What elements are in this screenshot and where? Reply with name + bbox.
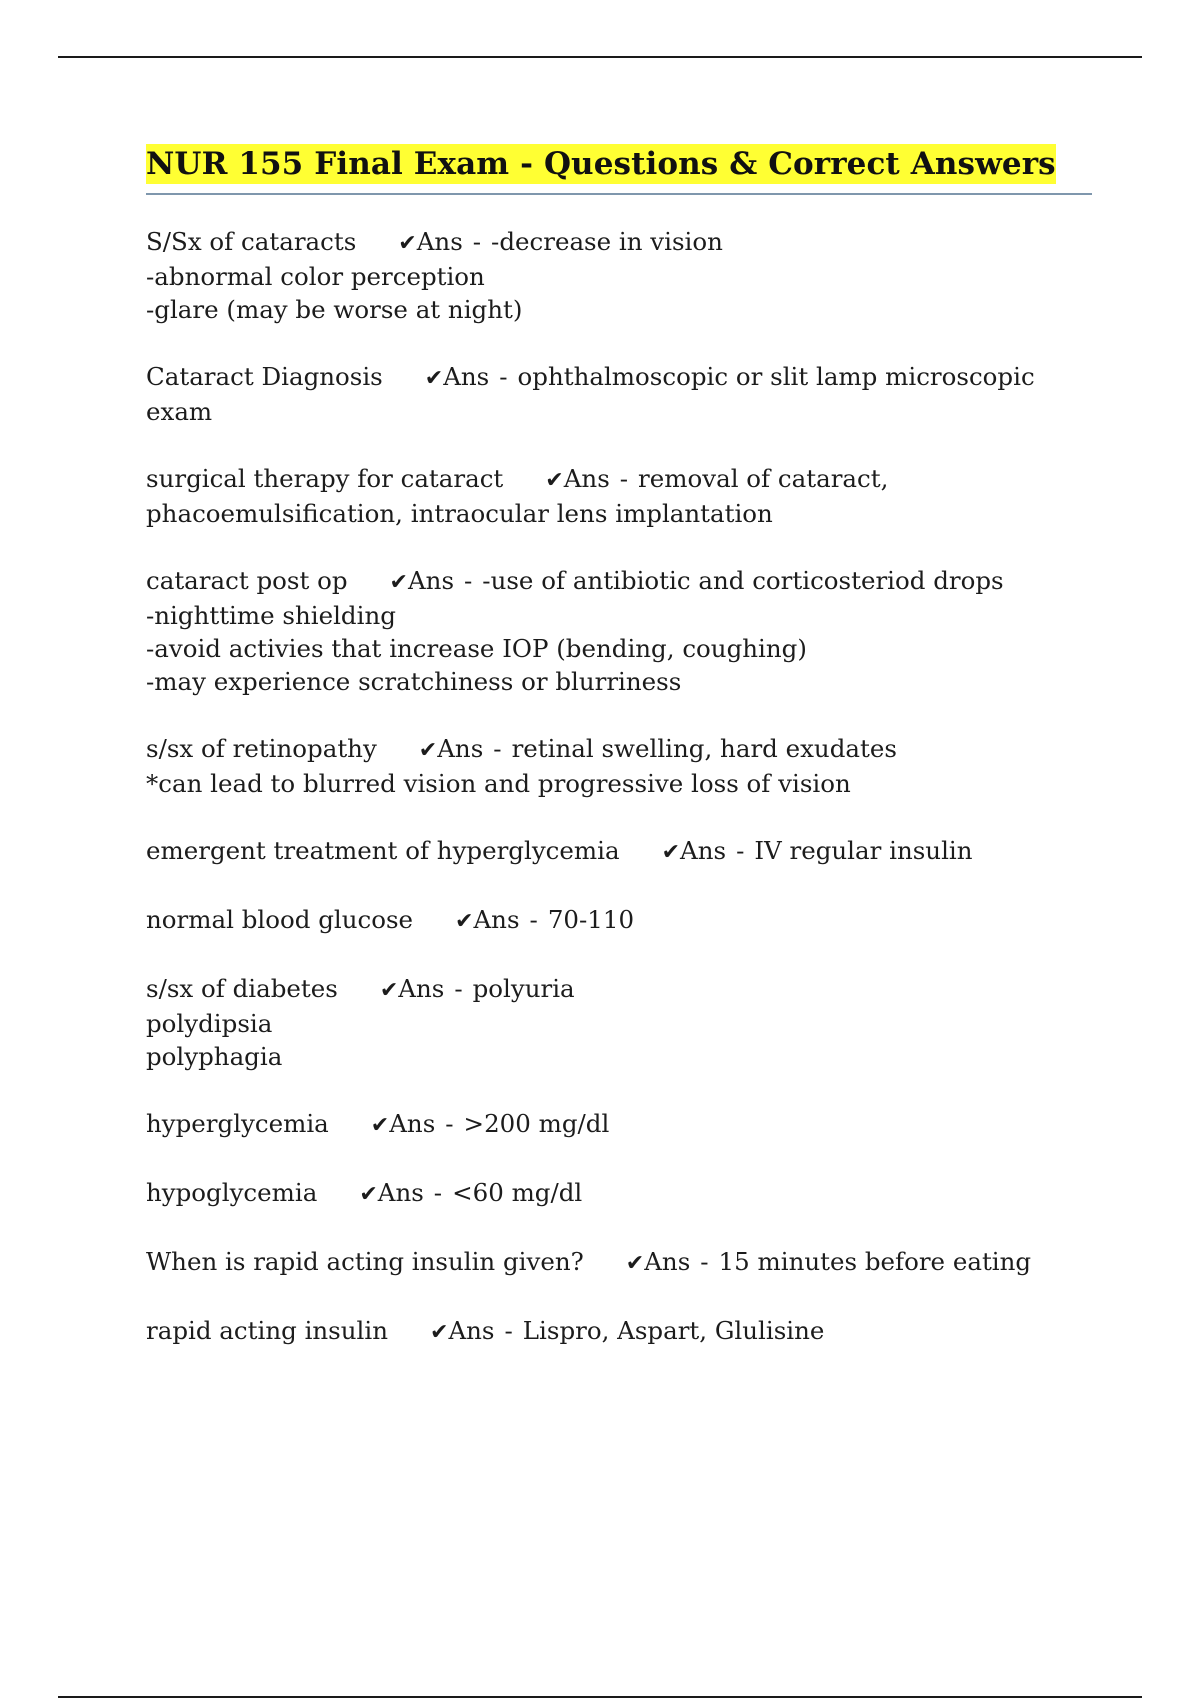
answer-text: retinal swelling, hard exudates: [511, 734, 897, 763]
answer-label: Ans: [448, 1316, 495, 1345]
question-text: hypoglycemia: [146, 1178, 318, 1207]
answer-separator: -: [619, 464, 629, 493]
answer-label: Ans: [563, 464, 610, 493]
answer-continuation: [146, 497, 1092, 530]
qa-first-line: [146, 1107, 1092, 1142]
answer-separator: -: [472, 227, 482, 256]
answer-label: Ans: [644, 1247, 691, 1276]
answer-text: IV regular insulin: [754, 836, 973, 865]
answer-text: -nighttime shielding: [146, 601, 396, 630]
checkmark-icon: ✔: [430, 1320, 449, 1345]
answer-text: polyphagia: [146, 1042, 283, 1071]
qa-item: [146, 360, 1092, 428]
answer-text: 70-110: [547, 905, 635, 934]
qa-item: [146, 732, 1092, 800]
answer-text: 15 minutes before eating: [718, 1247, 1032, 1276]
answer-continuation: [146, 599, 1092, 632]
answer-text: -glare (may be worse at night): [146, 295, 523, 324]
answer-text: polydipsia: [146, 1009, 273, 1038]
document-body: [146, 144, 1092, 1383]
answer-text: -use of antibiotic and corticosteriod drops: [482, 566, 1004, 595]
qa-item: [146, 1176, 1092, 1211]
qa-item: [146, 1314, 1092, 1349]
answer-separator: -: [504, 1316, 513, 1345]
answer-label: Ans: [443, 362, 490, 391]
qa-first-line: [146, 834, 1092, 869]
answer-text: polyuria: [472, 974, 575, 1003]
qa-item: [146, 1107, 1092, 1142]
answer-separator: -: [445, 1109, 454, 1138]
checkmark-icon: ✔: [359, 1182, 378, 1207]
answer-separator: -: [736, 836, 745, 865]
qa-first-line: [146, 903, 1092, 938]
question-text: Cataract Diagnosis: [146, 362, 383, 391]
checkmark-icon: ✔: [625, 1251, 645, 1276]
qa-list: [146, 225, 1092, 1349]
answer-label: Ans: [437, 734, 484, 763]
answer-separator: -: [433, 1178, 443, 1207]
answer-label: Ans: [473, 905, 520, 934]
answer-continuation: [146, 1007, 1092, 1040]
answer-continuation: [146, 260, 1092, 293]
answer-separator: -: [700, 1247, 709, 1276]
checkmark-icon: ✔: [661, 840, 681, 865]
checkmark-icon: ✔: [424, 366, 444, 391]
answer-label: Ans: [377, 1178, 424, 1207]
answer-text: phacoemulsification, intraocular lens implantation: [146, 499, 773, 528]
question-text: s/sx of retinopathy: [146, 734, 377, 763]
qa-first-line: [146, 972, 1092, 1007]
answer-text: -avoid activies that increase IOP (bending, coughing): [146, 634, 807, 663]
checkmark-icon: ✔: [455, 909, 474, 934]
qa-first-line: [146, 732, 1092, 767]
answer-label: Ans: [398, 974, 445, 1003]
answer-continuation: [146, 395, 1092, 428]
answer-continuation: [146, 767, 1092, 800]
qa-first-line: [146, 462, 1092, 497]
qa-first-line: [146, 564, 1092, 599]
answer-text: <60 mg/dl: [452, 1178, 583, 1207]
question-text: cataract post op: [146, 566, 348, 595]
question-text: S/Sx of cataracts: [146, 227, 357, 256]
footer-rule: [58, 1696, 1142, 1698]
qa-item: [146, 225, 1092, 326]
answer-text: *can lead to blurred vision and progressive loss of vision: [146, 769, 851, 798]
answer-separator: -: [499, 362, 508, 391]
qa-item: [146, 834, 1092, 869]
answer-text: -may experience scratchiness or blurriness: [146, 667, 682, 696]
answer-text: >200 mg/dl: [463, 1109, 610, 1138]
question-text: surgical therapy for cataract: [146, 464, 504, 493]
answer-text: -decrease in vision: [491, 227, 723, 256]
answer-label: Ans: [407, 566, 455, 595]
qa-item: [146, 1245, 1092, 1280]
answer-continuation: [146, 632, 1092, 665]
answer-separator: -: [454, 974, 463, 1003]
checkmark-icon: ✔: [398, 231, 417, 256]
qa-item: [146, 903, 1092, 938]
qa-first-line: [146, 1314, 1092, 1349]
answer-separator: -: [529, 905, 538, 934]
answer-continuation: [146, 665, 1092, 698]
checkmark-icon: ✔: [389, 570, 408, 595]
qa-item: [146, 564, 1092, 698]
answer-text: Lispro, Aspart, Glulisine: [522, 1316, 825, 1345]
answer-text: exam: [146, 397, 213, 426]
answer-label: Ans: [416, 227, 463, 256]
answer-continuation: [146, 1040, 1092, 1073]
answer-separator: -: [493, 734, 502, 763]
question-text: s/sx of diabetes: [146, 974, 338, 1003]
question-text: normal blood glucose: [146, 905, 414, 934]
title-block: [146, 144, 1092, 195]
qa-first-line: [146, 1176, 1092, 1211]
document-title: NUR 155 Final Exam - Questions & Correct Answers: [146, 146, 1056, 182]
question-text: rapid acting insulin: [146, 1316, 388, 1345]
qa-first-line: [146, 360, 1092, 395]
answer-label: Ans: [680, 836, 727, 865]
qa-item: [146, 462, 1092, 530]
answer-text: -abnormal color perception: [146, 262, 485, 291]
checkmark-icon: ✔: [379, 978, 399, 1003]
qa-first-line: [146, 1245, 1092, 1280]
answer-separator: -: [464, 566, 473, 595]
checkmark-icon: ✔: [545, 468, 564, 493]
answer-continuation: [146, 293, 1092, 326]
qa-first-line: [146, 225, 1092, 260]
answer-text: ophthalmoscopic or slit lamp microscopic: [517, 362, 1035, 391]
checkmark-icon: ✔: [418, 738, 438, 763]
qa-item: [146, 972, 1092, 1073]
answer-text: removal of cataract,: [638, 464, 889, 493]
question-text: When is rapid acting insulin given?: [146, 1247, 584, 1276]
checkmark-icon: ✔: [370, 1113, 390, 1138]
question-text: emergent treatment of hyperglycemia: [146, 836, 620, 865]
header-rule: [58, 56, 1142, 58]
answer-label: Ans: [389, 1109, 436, 1138]
question-text: hyperglycemia: [146, 1109, 329, 1138]
